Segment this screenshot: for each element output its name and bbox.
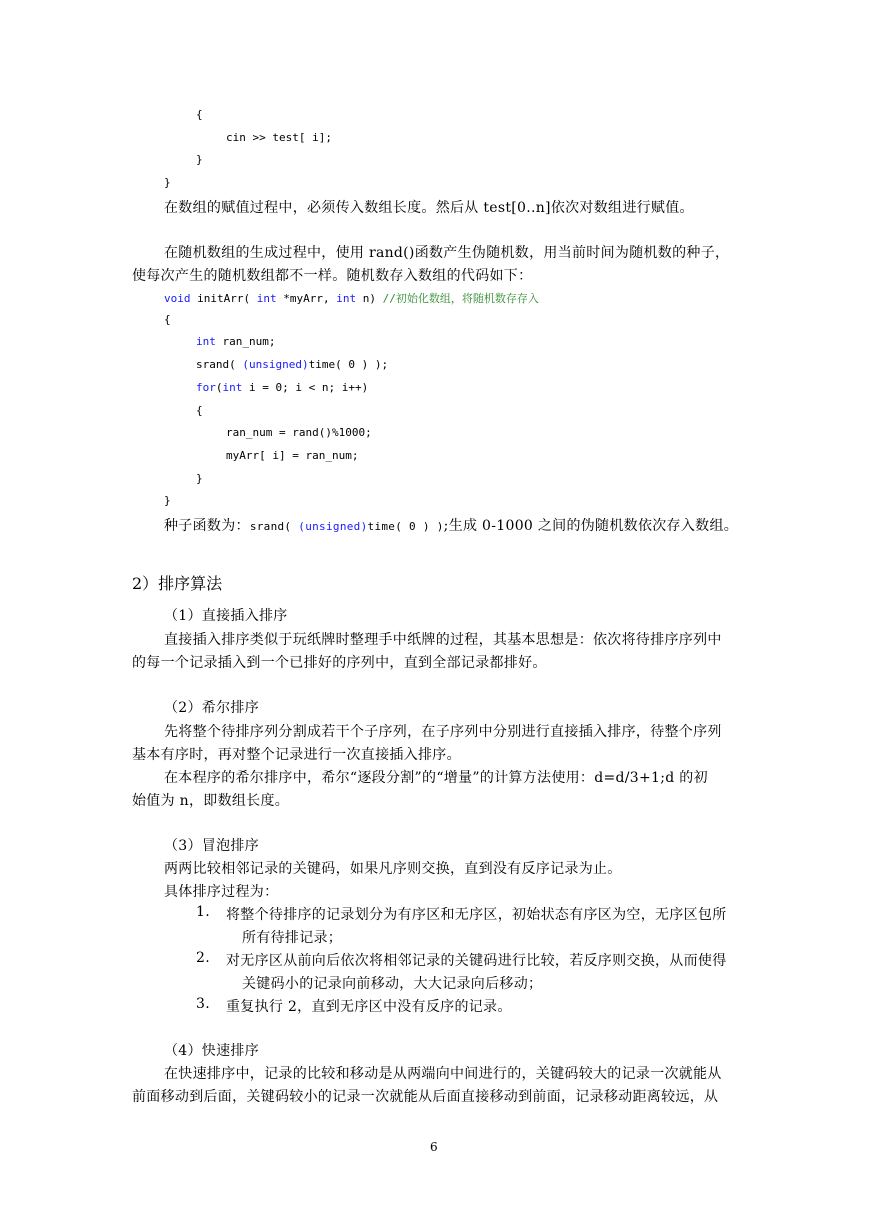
code-line <box>196 381 368 394</box>
paragraph: 使每次产生的随机数组都不一样。随机数存入数组的代码如下： <box>132 268 533 284</box>
code-line: } <box>164 176 171 189</box>
code-line <box>196 335 275 348</box>
paragraph <box>164 515 738 535</box>
code-line: } <box>196 153 203 166</box>
code-line <box>196 358 388 371</box>
code-text: srand( <box>196 358 243 371</box>
code-keyword: void <box>164 292 191 305</box>
paragraph: 先将整个待排序列分割成若干个子序列，在子序列中分别进行直接插入排序，待整个序列 <box>164 724 722 740</box>
paragraph: 前面移动到后面，关键码较小的记录一次就能从后面直接移动到前面，记录移动距离较远，从 <box>132 1089 719 1105</box>
code-line: { <box>164 313 171 326</box>
code-comment: //初始化数组，将随机数存存入 <box>382 292 539 305</box>
code-text: initArr( <box>190 292 257 305</box>
list-item-number: 2. <box>196 950 210 966</box>
code-keyword: (unsigned) <box>242 358 309 371</box>
subsection-heading: （3）冒泡排序 <box>164 838 260 854</box>
code-text: n) <box>356 292 383 305</box>
list-item: 所有待排记录； <box>242 930 343 946</box>
page-number: 6 <box>430 1140 438 1154</box>
inline-code: time( 0 ) ) <box>367 520 444 533</box>
code-keyword: int <box>196 335 216 348</box>
paragraph: 在随机数组的生成过程中，使用 rand()函数产生伪随机数，用当前时间为随机数的种子， <box>164 245 730 261</box>
paragraph: 直接插入排序类似于玩纸牌时整理手中纸牌的过程，其基本思想是：依次将待排序序列中 <box>164 632 722 648</box>
section-heading: 2）排序算法 <box>132 574 223 593</box>
paragraph: 基本有序时，再对整个记录进行一次直接插入排序。 <box>132 747 461 763</box>
paragraph: 的每一个记录插入到一个已排好的序列中，直到全部记录都排好。 <box>132 655 547 671</box>
subsection-heading: （2）希尔排序 <box>164 700 260 716</box>
code-line: { <box>196 108 203 121</box>
code-keyword: int <box>222 381 243 394</box>
paragraph: 在数组的赋值过程中，必须传入数组长度。然后从 test[0..n]依次对数组进行赋值。 <box>164 200 694 216</box>
subsection-heading: （1）直接插入排序 <box>164 608 288 624</box>
list-item-number: 3. <box>196 996 210 1012</box>
list-item: 对无序区从前向后依次将相邻记录的关键码进行比较，若反序则交换，从而使得 <box>226 953 727 969</box>
code-line: } <box>196 472 203 485</box>
code-text: *myArr, <box>276 292 337 305</box>
code-keyword: int <box>336 292 357 305</box>
paragraph: 在本程序的希尔排序中，希尔“逐段分割”的“增量”的计算方法使用：d=d/3+1;d 的初 <box>164 770 708 786</box>
code-line: { <box>196 404 203 417</box>
code-line <box>164 290 539 306</box>
code-line: cin >> test[ i]; <box>226 131 332 144</box>
paragraph: 在快速排序中，记录的比较和移动是从两端向中间进行的，关键码较大的记录一次就能从 <box>164 1066 722 1082</box>
list-item: 将整个待排序的记录划分为有序区和无序区，初始状态有序区为空，无序区包所 <box>226 907 727 923</box>
paragraph: 始值为 n，即数组长度。 <box>132 793 290 809</box>
list-item: 重复执行 2，直到无序区中没有反序的记录。 <box>226 999 512 1015</box>
code-line: } <box>164 494 171 507</box>
code-keyword: for <box>196 381 216 394</box>
list-item: 关键码小的记录向前移动，大大记录向后移动； <box>242 976 543 992</box>
code-text: ran_num; <box>215 335 276 348</box>
code-line: ran_num = rand()%1000; <box>226 426 372 439</box>
code-text: ( <box>215 381 223 394</box>
code-text: i = 0; i < n; i++) <box>242 381 369 394</box>
code-keyword: int <box>256 292 277 305</box>
code-text: time( 0 ) ); <box>308 358 389 371</box>
paragraph-text: ;生成 0-1000 之间的伪随机数依次存入数组。 <box>443 518 739 534</box>
inline-code: srand( <box>249 520 299 533</box>
paragraph-text: 种子函数为： <box>164 518 250 534</box>
subsection-heading: （4）快速排序 <box>164 1043 260 1059</box>
list-item-number: 1. <box>196 904 210 920</box>
inline-code-keyword: (unsigned) <box>298 520 368 533</box>
paragraph: 具体排序过程为： <box>164 884 279 900</box>
code-line: myArr[ i] = ran_num; <box>226 449 359 462</box>
paragraph: 两两比较相邻记录的关键码，如果凡序则交换，直到没有反序记录为止。 <box>164 861 622 877</box>
